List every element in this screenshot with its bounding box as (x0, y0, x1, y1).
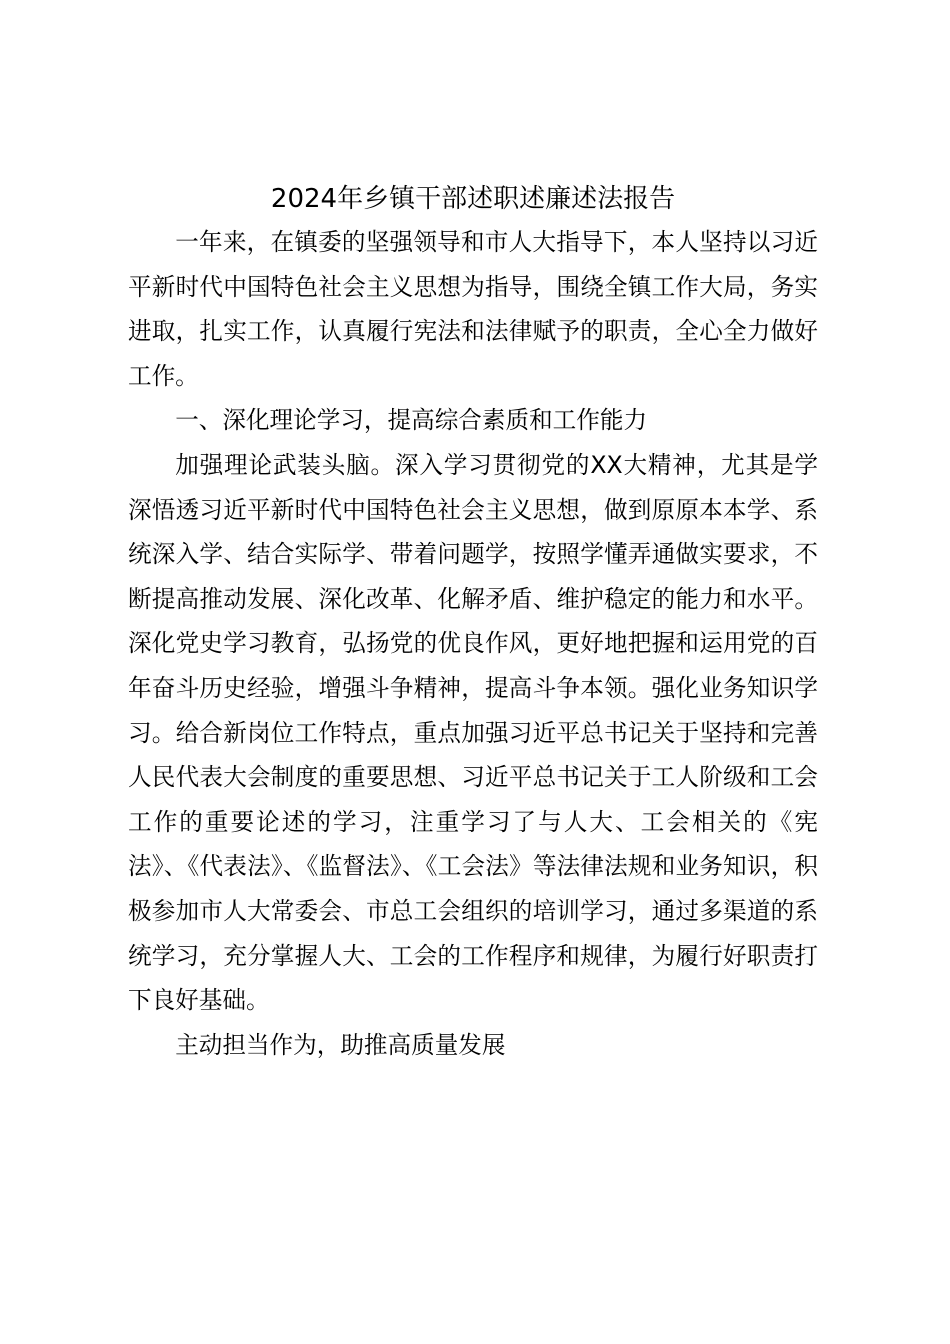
section-1-heading: 一、深化理论学习，提高综合素质和工作能力 (175, 406, 648, 435)
section-2-heading: 主动担当作为，助推高质量发展 (175, 1030, 506, 1059)
document-title: 2024年乡镇干部述职述廉述法报告 (270, 184, 676, 214)
section-1-paragraph: 加强理论武装头脑。深入学习贯彻党的XX大精神，尤其是学深悟透习近平新时代中国特色社会主义思想，做到原原本本学、系统深入学、结合实际学、带着问题学，按照学懂弄通做实要求，不断提高推动发展、深化改革、化解矛盾、维护稳定的能力和水平。深化党史学习教育，弘扬党的优良作风，更好地把握和运用党的百年奋斗历史经验，增强斗争精神，提高斗争本领。强化业务知识学习。给合新岗位工作特点，重点加强习近平总书记关于坚持和完善人民代表大会制度的重要思想、习近平总书记关于工人阶级和工会工作的重要论述的学习，注重学习了与人大、工会相关的《宪法》、《代表法》、《监督法》、《工会法》等法律法规和业务知识，积极参加市人大常委会、市总工会组织的培训学习，通过多渠道的系统学习，充分掌握人大、工会的工作程序和规律，为履行好职责打下良好基础。 (128, 450, 818, 1015)
document-body (128, 178, 818, 1067)
intro-paragraph: 一年来，在镇委的坚强领导和市人大指导下，本人坚持以习近平新时代中国特色社会主义思想为指导，围绕全镇工作大局，务实进取，扎实工作，认真履行宪法和法律赋予的职责，全心全力做好工作。 (128, 228, 818, 390)
